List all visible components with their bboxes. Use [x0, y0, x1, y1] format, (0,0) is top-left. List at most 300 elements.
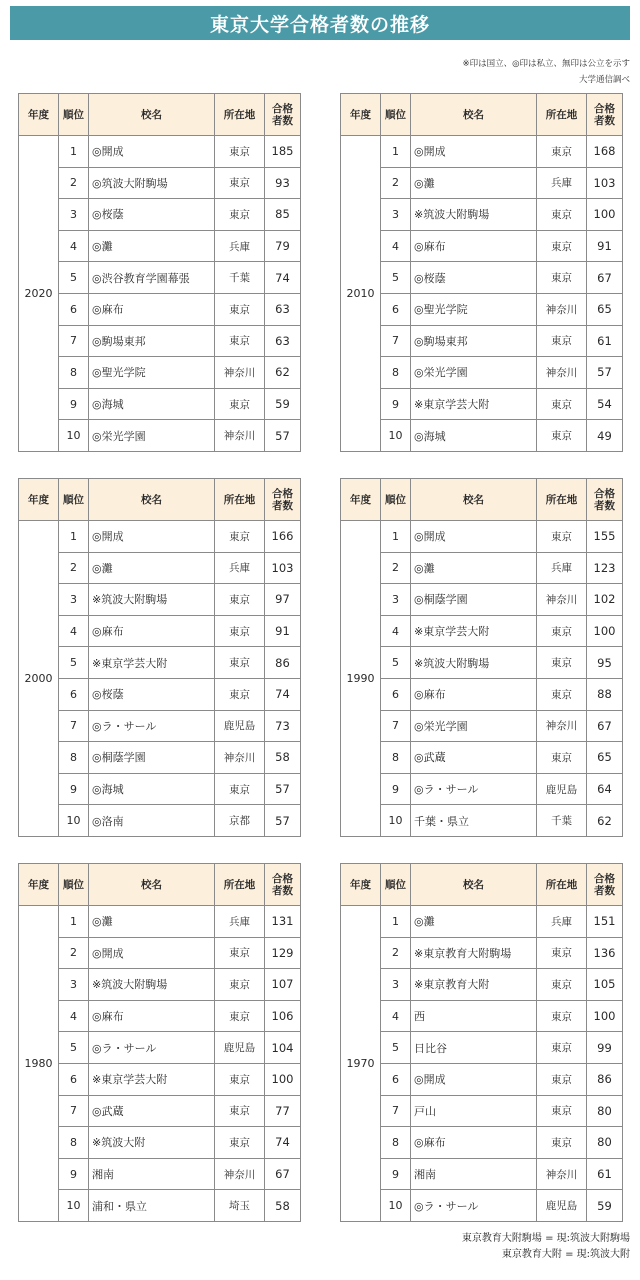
rank-cell: 4 — [381, 230, 411, 262]
location-cell: 神奈川 — [215, 1158, 265, 1190]
count-cell: 136 — [587, 937, 623, 969]
table-row — [19, 1190, 301, 1222]
table-row — [19, 647, 301, 679]
table-row — [341, 136, 623, 168]
rank-cell: 3 — [381, 969, 411, 1001]
count-cell: 102 — [587, 584, 623, 616]
header-count — [587, 94, 623, 136]
count-cell: 59 — [265, 388, 301, 420]
header-location: 所在地 — [537, 94, 587, 136]
table-row — [19, 357, 301, 389]
header-school: 校名 — [411, 94, 537, 136]
school-cell: ※筑波大附 — [89, 1127, 215, 1159]
ranking-table-1 — [340, 93, 623, 452]
school-cell: ◎栄光学園 — [411, 357, 537, 389]
count-cell: 65 — [587, 742, 623, 774]
school-cell: 湘南 — [89, 1158, 215, 1190]
count-cell: 131 — [265, 906, 301, 938]
rank-cell: 1 — [381, 136, 411, 168]
count-cell: 59 — [587, 1190, 623, 1222]
count-cell: 61 — [587, 1158, 623, 1190]
table-row — [341, 1063, 623, 1095]
rank-cell: 6 — [59, 293, 89, 325]
location-cell: 神奈川 — [537, 710, 587, 742]
location-cell: 東京 — [537, 937, 587, 969]
table-row — [341, 742, 623, 774]
rank-cell: 9 — [59, 1158, 89, 1190]
table-row — [19, 742, 301, 774]
table-row — [341, 678, 623, 710]
location-cell: 兵庫 — [537, 167, 587, 199]
table-row — [341, 199, 623, 231]
count-cell: 97 — [265, 584, 301, 616]
header-row — [19, 479, 301, 521]
table-row — [19, 615, 301, 647]
school-cell: ◎灘 — [89, 552, 215, 584]
count-cell: 91 — [587, 230, 623, 262]
school-cell: ◎ラ・サール — [89, 710, 215, 742]
rank-cell: 6 — [381, 293, 411, 325]
table-row — [19, 388, 301, 420]
table-row — [341, 1000, 623, 1032]
rank-cell: 3 — [59, 584, 89, 616]
count-cell: 123 — [587, 552, 623, 584]
count-cell: 49 — [587, 420, 623, 452]
school-cell: ◎麻布 — [89, 1000, 215, 1032]
rank-cell: 8 — [381, 357, 411, 389]
location-cell: 東京 — [215, 584, 265, 616]
rank-cell: 10 — [59, 420, 89, 452]
count-cell: 67 — [587, 710, 623, 742]
count-cell: 57 — [265, 420, 301, 452]
school-cell: ◎ラ・サール — [89, 1032, 215, 1064]
rank-cell: 9 — [381, 388, 411, 420]
table-row — [341, 262, 623, 294]
location-cell: 東京 — [537, 969, 587, 1001]
header-count-line1: 合格 — [272, 102, 293, 115]
count-cell: 74 — [265, 262, 301, 294]
header-school: 校名 — [411, 479, 537, 521]
table-row — [19, 230, 301, 262]
school-cell: ※東京教育大附駒場 — [411, 937, 537, 969]
count-cell: 80 — [587, 1095, 623, 1127]
rank-cell: 7 — [381, 710, 411, 742]
school-cell: ◎麻布 — [411, 230, 537, 262]
table-row — [341, 293, 623, 325]
rank-cell: 5 — [59, 647, 89, 679]
year-cell: 2000 — [19, 521, 59, 837]
school-cell: ◎桜蔭 — [89, 199, 215, 231]
table-row — [19, 136, 301, 168]
footnote-2: 東京教育大附 = 現:筑波大附 — [501, 1249, 630, 1260]
table-row — [341, 937, 623, 969]
rank-cell: 1 — [381, 906, 411, 938]
count-cell: 100 — [265, 1063, 301, 1095]
header-location: 所在地 — [215, 864, 265, 906]
location-cell: 東京 — [537, 678, 587, 710]
rank-cell: 3 — [59, 199, 89, 231]
count-cell: 58 — [265, 742, 301, 774]
location-cell: 東京 — [537, 420, 587, 452]
header-row — [341, 479, 623, 521]
count-cell: 80 — [587, 1127, 623, 1159]
rank-cell: 6 — [381, 1063, 411, 1095]
rank-cell: 8 — [59, 357, 89, 389]
school-cell: ◎麻布 — [89, 615, 215, 647]
table-row — [341, 1158, 623, 1190]
rank-cell: 3 — [381, 199, 411, 231]
ranking-table-0 — [18, 93, 301, 452]
table-row — [341, 710, 623, 742]
table-row — [19, 1063, 301, 1095]
header-row — [19, 864, 301, 906]
rank-cell: 1 — [59, 906, 89, 938]
location-cell: 東京 — [537, 647, 587, 679]
table-row — [19, 325, 301, 357]
rank-cell: 10 — [381, 1190, 411, 1222]
rank-cell: 6 — [381, 678, 411, 710]
table-row — [341, 1095, 623, 1127]
table-row — [341, 1190, 623, 1222]
count-cell: 86 — [265, 647, 301, 679]
count-cell: 67 — [587, 262, 623, 294]
count-cell: 54 — [587, 388, 623, 420]
count-cell: 62 — [587, 805, 623, 837]
location-cell: 東京 — [215, 1095, 265, 1127]
count-cell: 63 — [265, 293, 301, 325]
count-cell: 168 — [587, 136, 623, 168]
location-cell: 東京 — [215, 678, 265, 710]
header-count — [265, 864, 301, 906]
count-cell: 57 — [587, 357, 623, 389]
header-count-line1: 合格 — [594, 872, 615, 885]
school-cell: ◎筑波大附駒場 — [89, 167, 215, 199]
table-row — [19, 293, 301, 325]
school-cell: ◎海城 — [89, 773, 215, 805]
count-cell: 107 — [265, 969, 301, 1001]
location-cell: 東京 — [215, 1000, 265, 1032]
count-cell: 61 — [587, 325, 623, 357]
table-row — [341, 647, 623, 679]
rank-cell: 7 — [59, 1095, 89, 1127]
school-cell: 千葉・県立 — [411, 805, 537, 837]
location-cell: 東京 — [537, 1000, 587, 1032]
table-row — [19, 1032, 301, 1064]
table-row — [19, 805, 301, 837]
count-cell: 100 — [587, 199, 623, 231]
school-cell: ※東京学芸大附 — [89, 1063, 215, 1095]
location-cell: 東京 — [537, 1127, 587, 1159]
location-cell: 神奈川 — [537, 357, 587, 389]
source-note: 大学通信調べ — [578, 75, 630, 85]
location-cell: 東京 — [537, 230, 587, 262]
header-count — [587, 864, 623, 906]
year-cell: 1980 — [19, 906, 59, 1222]
header-count-line1: 合格 — [272, 872, 293, 885]
school-cell: ※筑波大附駒場 — [411, 199, 537, 231]
table-row — [341, 906, 623, 938]
rank-cell: 2 — [381, 552, 411, 584]
count-cell: 91 — [265, 615, 301, 647]
rank-cell: 5 — [381, 1032, 411, 1064]
rank-cell: 8 — [59, 1127, 89, 1159]
table-row — [341, 584, 623, 616]
school-cell: ◎ラ・サール — [411, 773, 537, 805]
year-cell: 1990 — [341, 521, 381, 837]
rank-cell: 2 — [59, 167, 89, 199]
header-location: 所在地 — [537, 864, 587, 906]
location-cell: 埼玉 — [215, 1190, 265, 1222]
location-cell: 東京 — [537, 136, 587, 168]
table-row — [341, 230, 623, 262]
table-row — [19, 199, 301, 231]
count-cell: 67 — [265, 1158, 301, 1190]
count-cell: 104 — [265, 1032, 301, 1064]
rank-cell: 2 — [381, 167, 411, 199]
count-cell: 105 — [587, 969, 623, 1001]
table-row — [341, 357, 623, 389]
count-cell: 185 — [265, 136, 301, 168]
table-row — [341, 420, 623, 452]
count-cell: 93 — [265, 167, 301, 199]
location-cell: 東京 — [537, 521, 587, 553]
location-cell: 兵庫 — [215, 906, 265, 938]
count-cell: 166 — [265, 521, 301, 553]
table-row — [19, 1095, 301, 1127]
header-count-line2: 者数 — [594, 114, 615, 127]
count-cell: 100 — [587, 615, 623, 647]
school-cell: ◎麻布 — [411, 1127, 537, 1159]
rank-cell: 2 — [381, 937, 411, 969]
school-cell: ◎麻布 — [411, 678, 537, 710]
school-cell: ◎開成 — [411, 1063, 537, 1095]
location-cell: 東京 — [215, 615, 265, 647]
school-cell: ◎開成 — [411, 136, 537, 168]
table-row — [19, 906, 301, 938]
rank-cell: 7 — [59, 710, 89, 742]
rank-cell: 7 — [381, 325, 411, 357]
rank-cell: 2 — [59, 937, 89, 969]
school-cell: ◎聖光学院 — [411, 293, 537, 325]
count-cell: 103 — [587, 167, 623, 199]
count-cell: 77 — [265, 1095, 301, 1127]
header-row — [19, 94, 301, 136]
location-cell: 鹿児島 — [215, 1032, 265, 1064]
school-cell: ◎開成 — [411, 521, 537, 553]
school-cell: ◎海城 — [411, 420, 537, 452]
count-cell: 73 — [265, 710, 301, 742]
ranking-table-5 — [340, 863, 623, 1222]
location-cell: 東京 — [215, 388, 265, 420]
school-cell: ◎ラ・サール — [411, 1190, 537, 1222]
rank-cell: 3 — [59, 969, 89, 1001]
table-row — [19, 773, 301, 805]
table-row — [341, 325, 623, 357]
location-cell: 東京 — [215, 521, 265, 553]
table-row — [341, 388, 623, 420]
location-cell: 神奈川 — [537, 584, 587, 616]
location-cell: 東京 — [537, 742, 587, 774]
location-cell: 東京 — [537, 1032, 587, 1064]
school-cell: ※筑波大附駒場 — [411, 647, 537, 679]
header-year: 年度 — [19, 864, 59, 906]
rank-cell: 4 — [59, 615, 89, 647]
header-rank: 順位 — [381, 94, 411, 136]
school-cell: 戸山 — [411, 1095, 537, 1127]
year-cell: 2010 — [341, 136, 381, 452]
school-cell: ◎渋谷教育学園幕張 — [89, 262, 215, 294]
header-school: 校名 — [89, 94, 215, 136]
table-row — [19, 678, 301, 710]
table-row — [19, 1127, 301, 1159]
school-cell: ◎開成 — [89, 136, 215, 168]
rank-cell: 4 — [59, 1000, 89, 1032]
rank-cell: 7 — [59, 325, 89, 357]
school-cell: ◎灘 — [89, 906, 215, 938]
table-row — [341, 521, 623, 553]
table-row — [19, 552, 301, 584]
location-cell: 神奈川 — [215, 357, 265, 389]
school-cell: ※筑波大附駒場 — [89, 584, 215, 616]
location-cell: 東京 — [537, 325, 587, 357]
school-cell: ◎洛南 — [89, 805, 215, 837]
header-school: 校名 — [411, 864, 537, 906]
school-cell: 湘南 — [411, 1158, 537, 1190]
ranking-table-4 — [18, 863, 301, 1222]
rank-cell: 1 — [59, 521, 89, 553]
rank-cell: 5 — [381, 262, 411, 294]
header-count-line2: 者数 — [272, 499, 293, 512]
table-row — [341, 552, 623, 584]
header-row — [341, 94, 623, 136]
table-row — [19, 1000, 301, 1032]
school-cell: ※東京学芸大附 — [89, 647, 215, 679]
count-cell: 100 — [587, 1000, 623, 1032]
count-cell: 86 — [587, 1063, 623, 1095]
count-cell: 65 — [587, 293, 623, 325]
table-row — [19, 1158, 301, 1190]
school-cell: ※筑波大附駒場 — [89, 969, 215, 1001]
table-row — [341, 1127, 623, 1159]
school-cell: ◎灘 — [89, 230, 215, 262]
location-cell: 東京 — [215, 773, 265, 805]
table-row — [19, 710, 301, 742]
count-cell: 129 — [265, 937, 301, 969]
location-cell: 東京 — [537, 199, 587, 231]
header-count — [587, 479, 623, 521]
school-cell: ◎駒場東邦 — [89, 325, 215, 357]
rank-cell: 8 — [381, 1127, 411, 1159]
header-row — [341, 864, 623, 906]
location-cell: 東京 — [215, 647, 265, 679]
rank-cell: 10 — [59, 805, 89, 837]
ranking-table-3 — [340, 478, 623, 837]
school-cell: 浦和・県立 — [89, 1190, 215, 1222]
location-cell: 鹿児島 — [537, 773, 587, 805]
location-cell: 東京 — [215, 1127, 265, 1159]
footnote-1: 東京教育大附駒場 = 現:筑波大附駒場 — [461, 1233, 630, 1244]
rank-cell: 7 — [381, 1095, 411, 1127]
table-row — [19, 420, 301, 452]
table-row — [341, 1032, 623, 1064]
rank-cell: 2 — [59, 552, 89, 584]
header-school: 校名 — [89, 864, 215, 906]
location-cell: 東京 — [215, 325, 265, 357]
location-cell: 鹿児島 — [537, 1190, 587, 1222]
rank-cell: 1 — [381, 521, 411, 553]
page-title: 東京大学合格者数の推移 — [10, 6, 630, 40]
school-cell: ◎海城 — [89, 388, 215, 420]
count-cell: 95 — [587, 647, 623, 679]
count-cell: 57 — [265, 805, 301, 837]
count-cell: 155 — [587, 521, 623, 553]
school-cell: ◎灘 — [411, 167, 537, 199]
table-row — [341, 615, 623, 647]
table-row — [341, 805, 623, 837]
header-rank: 順位 — [381, 479, 411, 521]
header-count-line2: 者数 — [272, 114, 293, 127]
school-cell: ◎桜蔭 — [411, 262, 537, 294]
location-cell: 東京 — [537, 1095, 587, 1127]
count-cell: 106 — [265, 1000, 301, 1032]
location-cell: 東京 — [537, 615, 587, 647]
table-row — [341, 969, 623, 1001]
rank-cell: 4 — [59, 230, 89, 262]
table-row — [19, 262, 301, 294]
header-rank: 順位 — [59, 94, 89, 136]
header-count-line2: 者数 — [594, 499, 615, 512]
year-cell: 2020 — [19, 136, 59, 452]
school-cell: ◎武蔵 — [411, 742, 537, 774]
rank-cell: 6 — [59, 1063, 89, 1095]
school-cell: 日比谷 — [411, 1032, 537, 1064]
count-cell: 79 — [265, 230, 301, 262]
location-cell: 神奈川 — [537, 1158, 587, 1190]
header-rank: 順位 — [59, 864, 89, 906]
rank-cell: 4 — [381, 615, 411, 647]
location-cell: 千葉 — [537, 805, 587, 837]
rank-cell: 8 — [59, 742, 89, 774]
rank-cell: 9 — [59, 388, 89, 420]
table-row — [19, 584, 301, 616]
location-cell: 東京 — [537, 262, 587, 294]
school-cell: ◎桐蔭学園 — [411, 584, 537, 616]
location-cell: 神奈川 — [537, 293, 587, 325]
location-cell: 東京 — [215, 969, 265, 1001]
school-cell: 西 — [411, 1000, 537, 1032]
location-cell: 鹿児島 — [215, 710, 265, 742]
table-row — [19, 167, 301, 199]
rank-cell: 4 — [381, 1000, 411, 1032]
location-cell: 神奈川 — [215, 742, 265, 774]
location-cell: 神奈川 — [215, 420, 265, 452]
rank-cell: 10 — [381, 805, 411, 837]
location-cell: 東京 — [215, 937, 265, 969]
rank-cell: 6 — [59, 678, 89, 710]
rank-cell: 9 — [59, 773, 89, 805]
location-cell: 東京 — [215, 136, 265, 168]
location-cell: 東京 — [537, 388, 587, 420]
school-cell: ◎麻布 — [89, 293, 215, 325]
header-count — [265, 94, 301, 136]
table-row — [19, 521, 301, 553]
rank-cell: 9 — [381, 1158, 411, 1190]
header-year: 年度 — [19, 479, 59, 521]
school-cell: ◎灘 — [411, 552, 537, 584]
header-location: 所在地 — [215, 479, 265, 521]
header-location: 所在地 — [215, 94, 265, 136]
school-cell: ◎開成 — [89, 521, 215, 553]
